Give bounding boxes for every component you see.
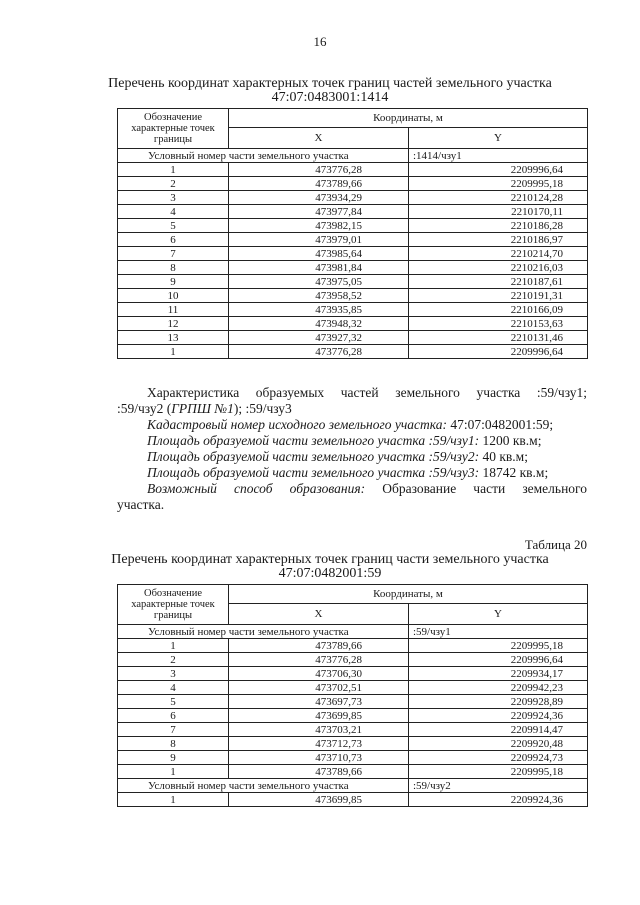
- y-coordinate: 2210186,28: [409, 219, 588, 233]
- table-row: [118, 751, 588, 765]
- y-coordinate: 2210216,03: [409, 261, 588, 275]
- y-coordinate: 2210131,46: [409, 331, 588, 345]
- y-coordinate: 2209995,18: [409, 177, 588, 191]
- x-coordinate: 473977,84: [229, 205, 409, 219]
- area-line-1: [117, 433, 587, 449]
- point-number: 11: [118, 303, 229, 317]
- y-coordinate: 2209995,18: [409, 639, 588, 653]
- table-number: Таблица 20: [524, 537, 587, 552]
- point-number: 3: [118, 667, 229, 681]
- point-number: 10: [118, 289, 229, 303]
- x-coordinate: 473789,66: [229, 639, 409, 653]
- table-row: [118, 289, 588, 303]
- method-line-1: [117, 481, 587, 497]
- point-number: 2: [118, 177, 229, 191]
- part-label: Условный номер части земельного участка: [118, 149, 409, 163]
- y-coordinate: 2210187,61: [409, 275, 588, 289]
- area2-value: 40 кв.м;: [479, 449, 528, 464]
- point-number: 8: [118, 737, 229, 751]
- table-row: [118, 765, 588, 779]
- y-coordinate: 2210153,63: [409, 317, 588, 331]
- header-point-designation: Обозначение характерные точек границы: [118, 109, 229, 149]
- y-coordinate: 2209920,48: [409, 737, 588, 751]
- x-coordinate: 473697,73: [229, 695, 409, 709]
- x-coordinate: 473776,28: [229, 345, 409, 359]
- point-number: 4: [118, 205, 229, 219]
- y-coordinate: 2210170,11: [409, 205, 588, 219]
- table-title-1: [100, 77, 560, 105]
- part-value: :59/чзу1: [409, 625, 588, 639]
- area2-label: Площадь образуемой части земельного участка :59/чзу2:: [147, 449, 480, 464]
- y-coordinate: 2209924,36: [409, 793, 588, 807]
- point-number: 8: [118, 261, 229, 275]
- point-number: 13: [118, 331, 229, 345]
- table-row: [118, 793, 588, 807]
- x-coordinate: 473710,73: [229, 751, 409, 765]
- point-number: 6: [118, 709, 229, 723]
- x-coordinate: 473789,66: [229, 177, 409, 191]
- table-2-rows-part2: [118, 793, 588, 807]
- part-value: :1414/чзу1: [409, 149, 588, 163]
- y-coordinate: 2210166,09: [409, 303, 588, 317]
- header-y: Y: [409, 604, 588, 625]
- x-coordinate: 473958,52: [229, 289, 409, 303]
- table-row: [118, 247, 588, 261]
- point-number: 12: [118, 317, 229, 331]
- area-line-2: [117, 449, 587, 465]
- cadastral-number-line: [117, 417, 587, 433]
- header-coordinates: Координаты, м: [229, 109, 588, 128]
- x-coordinate: 473712,73: [229, 737, 409, 751]
- area1-value: 1200 кв.м;: [479, 433, 542, 448]
- table-row: [118, 163, 588, 177]
- area3-label: Площадь образуемой части земельного участка :59/чзу3:: [147, 465, 480, 480]
- point-number: 7: [118, 247, 229, 261]
- cadastral-value: 47:07:0482001:59;: [447, 417, 554, 432]
- header-x: X: [229, 604, 409, 625]
- table-row: [118, 233, 588, 247]
- point-number: 1: [118, 345, 229, 359]
- table-title-1-line1: Перечень координат характерных точек границ частей земельного участка: [108, 76, 552, 91]
- y-coordinate: 2209995,18: [409, 765, 588, 779]
- x-coordinate: 473935,85: [229, 303, 409, 317]
- y-coordinate: 2209996,64: [409, 163, 588, 177]
- x-coordinate: 473981,84: [229, 261, 409, 275]
- x-coordinate: 473703,21: [229, 723, 409, 737]
- table-row: [118, 723, 588, 737]
- point-number: 3: [118, 191, 229, 205]
- coordinates-table-1: [117, 108, 588, 359]
- x-coordinate: 473699,85: [229, 793, 409, 807]
- header-point-designation: Обозначение характерные точек границы: [118, 585, 229, 625]
- table-1-rows: [118, 163, 588, 359]
- table-2-rows-part1: [118, 639, 588, 779]
- x-coordinate: 473706,30: [229, 667, 409, 681]
- char-line2-c: ); :59/чзу3: [233, 401, 292, 416]
- y-coordinate: 2209928,89: [409, 695, 588, 709]
- point-number: 1: [118, 639, 229, 653]
- x-coordinate: 473927,32: [229, 331, 409, 345]
- x-coordinate: 473776,28: [229, 653, 409, 667]
- characteristics-line-2: [117, 401, 587, 417]
- table-row: [118, 667, 588, 681]
- table-row: [118, 331, 588, 345]
- y-coordinate: 2209996,64: [409, 345, 588, 359]
- x-coordinate: 473789,66: [229, 765, 409, 779]
- table-row: [118, 219, 588, 233]
- area1-label: Площадь образуемой части земельного участка :59/чзу1:: [147, 433, 480, 448]
- y-coordinate: 2209934,17: [409, 667, 588, 681]
- table-row: [118, 345, 588, 359]
- y-coordinate: 2210191,31: [409, 289, 588, 303]
- point-number: 5: [118, 695, 229, 709]
- x-coordinate: 473982,15: [229, 219, 409, 233]
- point-number: 9: [118, 275, 229, 289]
- method-line-2: участка.: [117, 497, 165, 512]
- x-coordinate: 473776,28: [229, 163, 409, 177]
- table-row: [118, 191, 588, 205]
- x-coordinate: 473979,01: [229, 233, 409, 247]
- characteristics-paragraph: [117, 385, 587, 513]
- characteristics-line-1: Характеристика образуемых частей земельного участка :59/чзу1;: [147, 385, 587, 400]
- point-number: 9: [118, 751, 229, 765]
- y-coordinate: 2209924,36: [409, 709, 588, 723]
- table-row: [118, 695, 588, 709]
- point-number: 7: [118, 723, 229, 737]
- x-coordinate: 473948,32: [229, 317, 409, 331]
- y-coordinate: 2209924,73: [409, 751, 588, 765]
- header-y: Y: [409, 128, 588, 149]
- table-row: [118, 639, 588, 653]
- x-coordinate: 473702,51: [229, 681, 409, 695]
- table-row: [118, 737, 588, 751]
- y-coordinate: 2209996,64: [409, 653, 588, 667]
- x-coordinate: 473699,85: [229, 709, 409, 723]
- x-coordinate: 473975,05: [229, 275, 409, 289]
- table-row: [118, 317, 588, 331]
- x-coordinate: 473985,64: [229, 247, 409, 261]
- table-row: [118, 709, 588, 723]
- point-number: 1: [118, 163, 229, 177]
- header-x: X: [229, 128, 409, 149]
- method-value: Образование части земельного: [365, 481, 587, 496]
- table-row: [118, 303, 588, 317]
- x-coordinate: 473934,29: [229, 191, 409, 205]
- table-title-1-line2: 47:07:0483001:1414: [271, 90, 389, 105]
- table-row: [118, 177, 588, 191]
- cadastral-label: Кадастровый номер исходного земельного участка:: [147, 417, 447, 432]
- table-row: [118, 205, 588, 219]
- table-row: [118, 261, 588, 275]
- page-number: 16: [313, 34, 327, 49]
- point-number: 4: [118, 681, 229, 695]
- header-coordinates: Координаты, м: [229, 585, 588, 604]
- y-coordinate: 2209942,23: [409, 681, 588, 695]
- area3-value: 18742 кв.м;: [479, 465, 549, 480]
- y-coordinate: 2210124,28: [409, 191, 588, 205]
- point-number: 5: [118, 219, 229, 233]
- table-title-2-line1: Перечень координат характерных точек границ части земельного участка: [111, 552, 549, 567]
- table-row: [118, 275, 588, 289]
- table-title-2: [100, 553, 560, 581]
- part-value: :59/чзу2: [409, 779, 588, 793]
- method-label: Возможный способ образования:: [147, 481, 366, 496]
- area-line-3: [117, 465, 587, 481]
- part-label: Условный номер части земельного участка: [118, 625, 409, 639]
- table-row: [118, 653, 588, 667]
- char-line2-b: ГРПШ №1: [171, 401, 234, 416]
- point-number: 2: [118, 653, 229, 667]
- y-coordinate: 2210186,97: [409, 233, 588, 247]
- point-number: 1: [118, 765, 229, 779]
- y-coordinate: 2210214,70: [409, 247, 588, 261]
- part-label: Условный номер части земельного участка: [118, 779, 409, 793]
- coordinates-table-2: [117, 584, 588, 807]
- point-number: 6: [118, 233, 229, 247]
- point-number: 1: [118, 793, 229, 807]
- char-line2-a: :59/чзу2 (: [117, 401, 172, 416]
- y-coordinate: 2209914,47: [409, 723, 588, 737]
- table-row: [118, 681, 588, 695]
- table-title-2-line2: 47:07:0482001:59: [278, 566, 382, 581]
